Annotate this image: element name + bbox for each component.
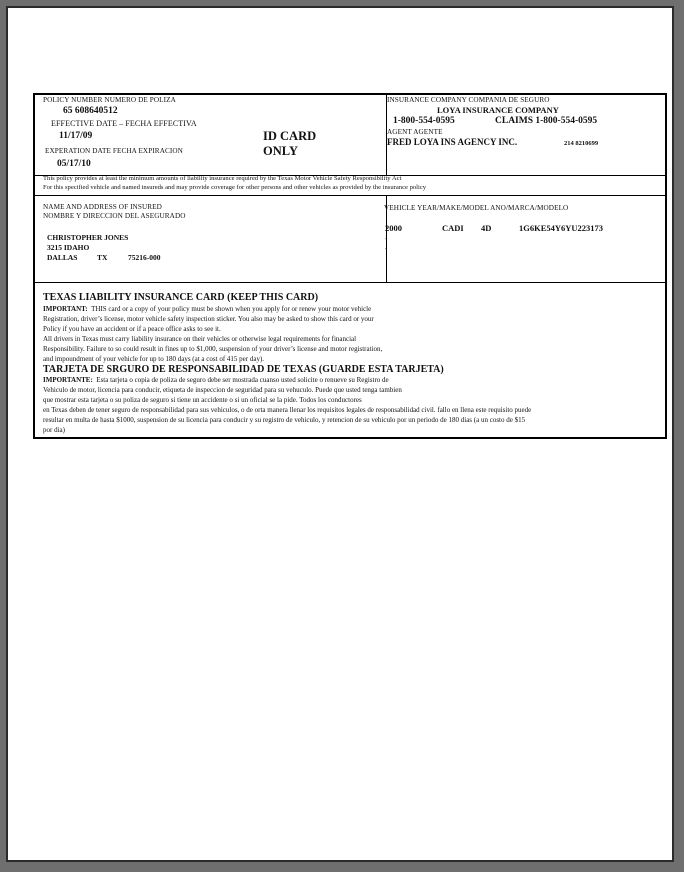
vehicle-label: VEHICLE YEAR/MAKE/MODEL ANO/MARCA/MODELO — [384, 204, 569, 212]
insured-state: TX — [97, 253, 108, 262]
english-line-4: All drivers in Texas must carry liability insurance on their vehicles or otherwise legal requirements for financial — [43, 335, 357, 343]
statement-line-1: This policy provides at least the minimum amounts of liability insurance required by the Texas Motor Vehicle Safety Responsibility Act — [43, 175, 402, 182]
insurance-company-name: LOYA INSURANCE COMPANY — [437, 105, 559, 115]
policy-row — [35, 95, 665, 176]
important-label: IMPORTANT: — [43, 305, 88, 313]
importante-label: IMPORTANTE: — [43, 376, 93, 384]
expiration-date-value: 05/17/10 — [57, 159, 91, 169]
vehicle-blank-2: - — [385, 246, 387, 252]
agent-label: AGENT AGENTE — [387, 128, 443, 136]
page-frame — [6, 6, 674, 862]
company-phone: 1-800-554-0595 — [393, 116, 455, 126]
vehicle-blank-1: - — [385, 236, 387, 242]
spanish-line-5: resultar en multa de hasta $1000, suspension de su licencia para conducir y su registro de vehiculo, y retencion de su vehiculo por un periodo de 180 dias (a un costo de $15 — [43, 416, 526, 424]
effective-date-label: EFFECTIVE DATE – FECHA EFFECTIVA — [51, 119, 197, 128]
insured-label: NAME AND ADDRESS OF INSURED — [43, 203, 162, 211]
policy-number-value: 65 608640512 — [63, 106, 118, 116]
insurance-company-label: INSURANCE COMPANY COMPANIA DE SEGURO — [387, 96, 550, 104]
insured-zip: 75216-000 — [128, 253, 161, 262]
vehicle-vin: 1G6KE54Y6YU223173 — [519, 223, 604, 233]
english-line-1 — [43, 304, 371, 315]
claims-phone: CLAIMS 1-800-554-0595 — [495, 116, 598, 126]
liability-statement — [35, 175, 665, 196]
insured-city: DALLAS — [47, 253, 78, 262]
insured-vehicle-row — [35, 196, 665, 283]
agent-phone: 214 8210699 — [564, 140, 599, 147]
id-card-title: ID CARD — [263, 129, 317, 143]
spanish-section-title: TARJETA DE SRGURO DE RESPONSABILIDAD DE TEXAS (GUARDE ESTA TARJETA) — [43, 364, 444, 375]
spanish-line-6: por dia) — [43, 426, 65, 434]
insured-label-spanish: NOMBRE Y DIRECCION DEL ASEGURADO — [43, 212, 186, 220]
policy-number-label: POLICY NUMBER NUMERO DE POLIZA — [43, 96, 176, 104]
spanish-line-3: que mostrar esta tarjeta o su poliza de seguro si tiene un accidente o si un oficial se la pide. Todos los conductores — [43, 396, 362, 404]
insured-name: CHRISTOPHER JONES — [47, 233, 129, 242]
english-line-5: Responsibility. Failure to so could result in fines up to $1,000, suspension of your driver’s license and motor registration, — [43, 345, 383, 353]
spanish-text-1: Esta tarjeta o copia de poliza de seguro debe ser mostrada cuanso usted solicite o renueve su Registro de — [96, 376, 389, 384]
vehicle-year: 2000 — [385, 223, 402, 233]
expiration-date-label: EXPERATION DATE FECHA EXPIRACION — [45, 147, 183, 155]
insurance-card — [33, 93, 667, 439]
agent-name: FRED LOYA INS AGENCY INC. — [387, 137, 518, 147]
id-card-only: ONLY — [263, 144, 298, 158]
english-section-title: TEXAS LIABILITY INSURANCE CARD (KEEP THIS CARD) — [43, 292, 319, 303]
english-line-2: Registration, driver’s license, motor vehicle safety inspection sticker. You also may be asked to show this card or your — [43, 315, 374, 323]
english-line-3: Policy if you have an accident or if a peace office asks to see it. — [43, 325, 221, 333]
vehicle-make: CADI — [442, 223, 464, 233]
spanish-line-1 — [43, 375, 389, 386]
statement-line-2: For this specified vehicle and named insureds and may provide coverage for other persons and other vehicles as provided by the insurance policy — [43, 184, 427, 191]
effective-date-value: 11/17/09 — [59, 131, 93, 141]
spanish-line-4: en Texas deben de tener seguro de responsabilidad para sus vehiculos, o de orta manera llenar los requisitos legales de responsabilidad civil. fallo en llena este requisito puede — [43, 406, 532, 414]
vehicle-model: 4D — [481, 223, 492, 233]
spanish-line-2: Vehiculo de motor, licencia para conducir, etiqueta de inspeccion de seguridad para su vehuculo. Puede que usted tenga tambien — [43, 386, 402, 394]
english-line-6: and impoundment of your vehicle for up to 180 days (at a cost of 415 per day). — [43, 355, 265, 363]
insured-street: 3215 IDAHO — [47, 243, 90, 252]
english-text-1: THIS card or a copy of your policy must be shown when you apply for or renew your motor vehicle — [91, 305, 372, 313]
